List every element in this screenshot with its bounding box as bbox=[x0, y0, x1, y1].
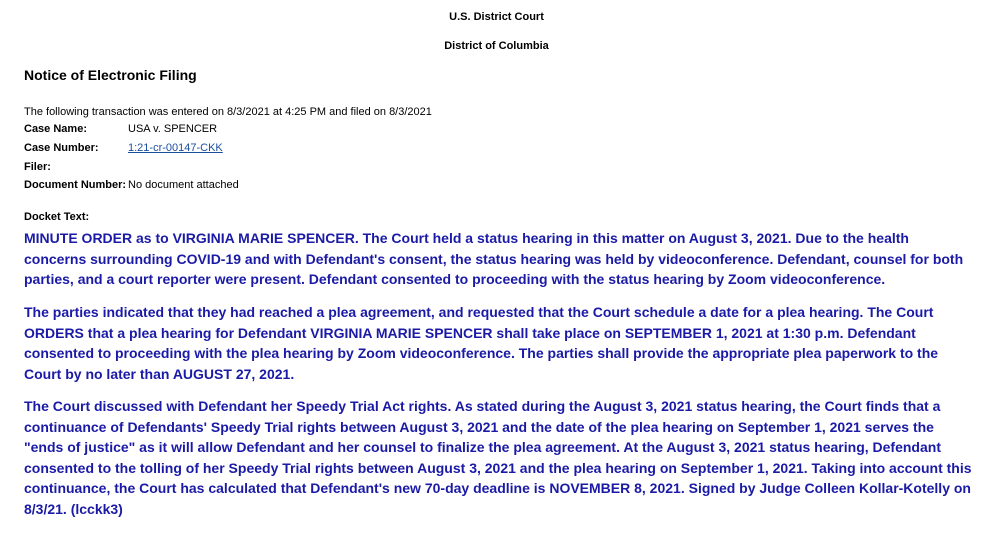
document-number-label: Document Number: bbox=[24, 179, 127, 191]
docket-paragraph: MINUTE ORDER as to VIRGINIA MARIE SPENCER. The Court held a status hearing in this matter on August 3, 2021. Due to the health concerns surrounding COVID-19 and with Defendant's consent, the status hearing was held by videoconference. Defendant, counsel for both parties, and a court reporter were present. Defendant consented to proceeding with the status hearing by Zoom videoconference. bbox=[24, 230, 964, 287]
case-name-row bbox=[24, 123, 217, 135]
case-name-label: Case Name: bbox=[24, 123, 87, 135]
page-title: Notice of Electronic Filing bbox=[24, 67, 197, 83]
case-number-row bbox=[24, 142, 223, 154]
filer-row bbox=[24, 161, 128, 173]
case-number-link[interactable]: 1:21-cr-00147-CKK bbox=[128, 142, 223, 154]
transaction-info: The following transaction was entered on 8/3/2021 at 4:25 PM and filed on 8/3/2021 bbox=[24, 106, 432, 118]
filer-label: Filer: bbox=[24, 161, 51, 173]
case-name-value: USA v. SPENCER bbox=[128, 123, 218, 135]
document-number-row bbox=[24, 179, 239, 191]
docket-text-label: Docket Text: bbox=[24, 211, 90, 223]
docket-paragraph: The Court discussed with Defendant her Speedy Trial Act rights. As stated during the August 3, 2021 status hearing, the Court finds that a continuance of Defendants' Speedy Trial rights between August 3, 2021 and the date of the plea hearing on September 1, 2021 serves the "ends of justice" as it will allow Defendant and her counsel to finalize the plea agreement. At the August 3, 2021 status hearing, Defendant consented to the tolling of her Speedy Trial rights between August 3, 2021 and the plea hearing on September 1, 2021. Taking into account this continuance, the Court has calculated that Defendant's new 70-day deadline is NOVEMBER 8, 2021. Signed by Judge Colleen Kollar-Kotelly on 8/3/21. (lcckk3) bbox=[24, 398, 972, 517]
document-number-value: No document attached bbox=[128, 179, 239, 191]
case-number-label: Case Number: bbox=[24, 142, 99, 154]
docket-paragraph: The parties indicated that they had reached a plea agreement, and requested that the Court schedule a date for a plea hearing. The Court ORDERS that a plea hearing for Defendant VIRGINIA MARIE SPENCER shall take place on SEPTEMBER 1, 2021 at 1:30 p.m. Defendant consented to proceeding with the plea hearing by Zoom videoconference. The parties shall provide the appropriate plea paperwork to the Court by no later than AUGUST 27, 2021. bbox=[24, 304, 939, 382]
district-name: District of Columbia bbox=[444, 40, 549, 52]
case-number-value bbox=[128, 142, 223, 154]
court-name: U.S. District Court bbox=[449, 11, 544, 23]
